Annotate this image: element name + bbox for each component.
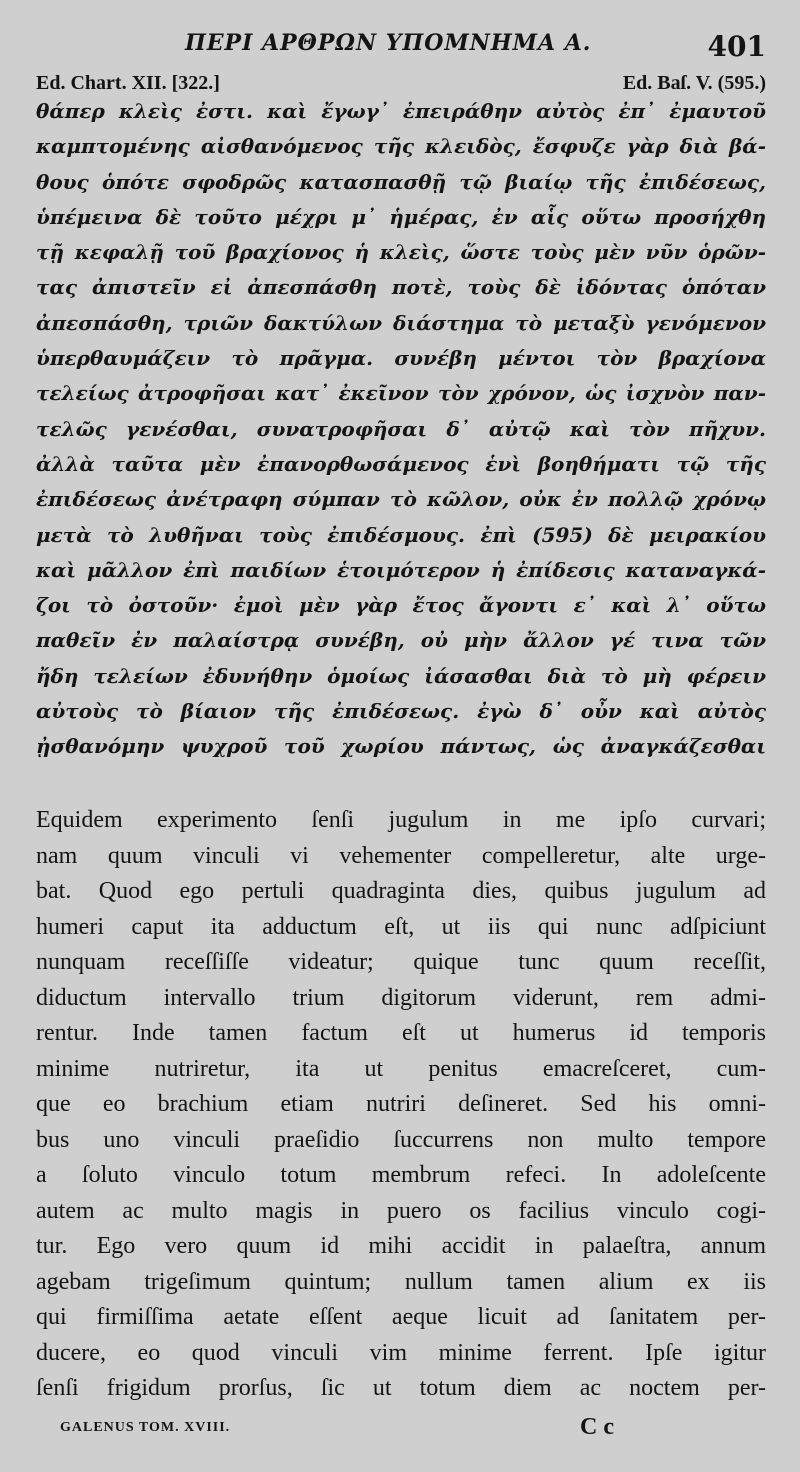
greek-text-line: ἐπιδέσεως ἀνέτραφη σύμπαν τὸ κῶλον, οὐκ ἐν πολλῷ χρόνῳ xyxy=(36,487,766,512)
latin-text-line: nunquam receſſiſſe videatur; quique tunc quum receſſit, xyxy=(36,949,766,975)
greek-text-line: τῇ κεφαλῇ τοῦ βραχίονος ἡ κλεὶς, ὥστε τοὺς μὲν νῦν ὁρῶν- xyxy=(36,240,766,265)
latin-text-line: diductum intervallo trium digitorum viderunt, rem admi- xyxy=(36,984,766,1011)
latin-text-line: humeri caput ita adductum eſt, ut iis qui nunc adſpiciunt xyxy=(36,913,766,940)
greek-text-line: ζοι τὸ ὀστοῦν· ἐμοὶ μὲν γὰρ ἔτος ἄγοντι ε᾽ καὶ λ᾽ οὕτω xyxy=(36,593,766,618)
latin-text-line: Equidem experimento ſenſi jugulum in me ipſo curvari; xyxy=(36,807,766,833)
latin-text-line: rentur. Inde tamen factum eſt ut humerus id temporis xyxy=(36,1020,766,1046)
edition-reference-left: Ed. Chart. XII. [322.] xyxy=(36,72,220,94)
footer-catchword: C c xyxy=(580,1414,614,1440)
greek-text-line: τας ἀπιστεῖν εἰ ἀπεσπάσθη ποτὲ, τοὺς δὲ ἰδόντας ὁπόταν xyxy=(36,275,766,300)
greek-text-line: παθεῖν ἐν παλαίστρᾳ συνέβη, οὐ μὴν ἄλλον γέ τινα τῶν xyxy=(36,628,766,653)
latin-text-line: bus uno vinculi praeſidio ſuccurrens non multo tempore xyxy=(36,1126,766,1153)
greek-text-line: θους ὁπότε σφοδρῶς κατασπασθῇ τῷ βιαίῳ τῆς ἐπιδέσεως, xyxy=(36,169,766,194)
greek-text-block xyxy=(36,94,766,765)
page-number: 401 xyxy=(707,30,766,63)
latin-text-line: bat. Quod ego pertuli quadraginta dies, quibus jugulum ad xyxy=(36,878,766,904)
greek-text-line: ἤδη τελείων ἐδυνήθην ὁμοίως ἰάσασθαι διὰ τὸ μὴ φέρειν xyxy=(36,663,766,688)
latin-text-line: agebam trigeſimum quintum; nullum tamen alium ex iis xyxy=(36,1268,766,1295)
greek-text-line: τελείως ἀτροφῆσαι κατ᾽ ἐκεῖνον τὸν χρόνον, ὡς ἰσχνὸν παν- xyxy=(36,381,766,406)
greek-text-line: θάπερ κλεὶς ἐστι. καὶ ἔγωγ᾽ ἐπειράθην αὐτὸς ἐπ᾽ ἐμαυτοῦ xyxy=(36,99,766,123)
greek-text-line: καμπτομένης αἰσθανόμενος τῆς κλειδὸς, ἔσφυζε γὰρ διὰ βά- xyxy=(36,134,766,159)
latin-text-line: ducere, eo quod vinculi vim minime ferrent. Ipſe igitur xyxy=(36,1339,766,1366)
latin-text-line: autem ac multo magis in puero os facilius vinculo cogi- xyxy=(36,1197,766,1224)
latin-text-line: ſenſi frigidum prorſus, ſic ut totum diem ac noctem per- xyxy=(36,1375,766,1401)
greek-text-line: μετὰ τὸ λυθῆναι τοὺς ἐπιδέσμους. ἐπὶ (595) δὲ μειρακίου xyxy=(36,522,766,547)
greek-text-line: αὐτοὺς τὸ βίαιον τῆς ἐπιδέσεως. ἐγὼ δ᾽ οὖν καὶ αὐτὸς xyxy=(36,699,766,724)
greek-text-line: ὑπέμεινα δὲ τοῦτο μέχρι μ᾽ ἡμέρας, ἐν αἷς οὕτω προσήχθη xyxy=(36,204,766,229)
greek-text-line: τελῶς γενέσθαι, συνατροφῆσαι δ᾽ αὐτῷ καὶ τὸν πῆχυν. xyxy=(36,416,766,441)
greek-text-line: ὑπερθαυμάζειν τὸ πρᾶγμα. συνέβη μέντοι τὸν βραχίονα xyxy=(36,346,766,371)
latin-text-line: minime nutriretur, ita ut penitus emacreſceret, cum- xyxy=(36,1055,766,1082)
latin-text-line: que eo brachium etiam nutriri deſineret. Sed his omni- xyxy=(36,1091,766,1117)
greek-text-line: ἀλλὰ ταῦτα μὲν ἐπανορθωσάμενος ἑνὶ βοηθήματι τῷ τῆς xyxy=(36,451,766,476)
footer-signature: GALENUS TOM. XVIII. xyxy=(60,1420,231,1435)
greek-text-line: καὶ μᾶλλον ἐπὶ παιδίων ἑτοιμότερον ἡ ἐπίδεσις καταναγκά- xyxy=(36,557,766,582)
edition-reference-right: Ed. Baſ. V. (595.) xyxy=(622,72,766,94)
greek-text-line: ᾐσθανόμην ψυχροῦ τοῦ χωρίου πάντως, ὡς ἀναγκάζεσθαι xyxy=(36,734,766,759)
latin-text-line: a ſoluto vinculo totum membrum refeci. In adoleſcente xyxy=(36,1162,766,1188)
latin-text-line: tur. Ego vero quum id mihi accidit in palaeſtra, annum xyxy=(36,1233,766,1259)
greek-text-line: ἀπεσπάσθη, τριῶν δακτύλων διάστημα τὸ μεταξὺ γενόμενον xyxy=(36,310,766,335)
latin-text-block xyxy=(36,803,766,1407)
running-title: ΠΕΡΙ ΑΡΘΡΩΝ ΥΠΟΜΝΗΜΑ Α. xyxy=(185,30,592,56)
latin-text-line: qui firmiſſima aetate eſſent aeque licuit ad ſanitatem per- xyxy=(36,1304,766,1330)
latin-text-line: nam quum vinculi vi vehementer compelleretur, alte urge- xyxy=(36,842,766,869)
